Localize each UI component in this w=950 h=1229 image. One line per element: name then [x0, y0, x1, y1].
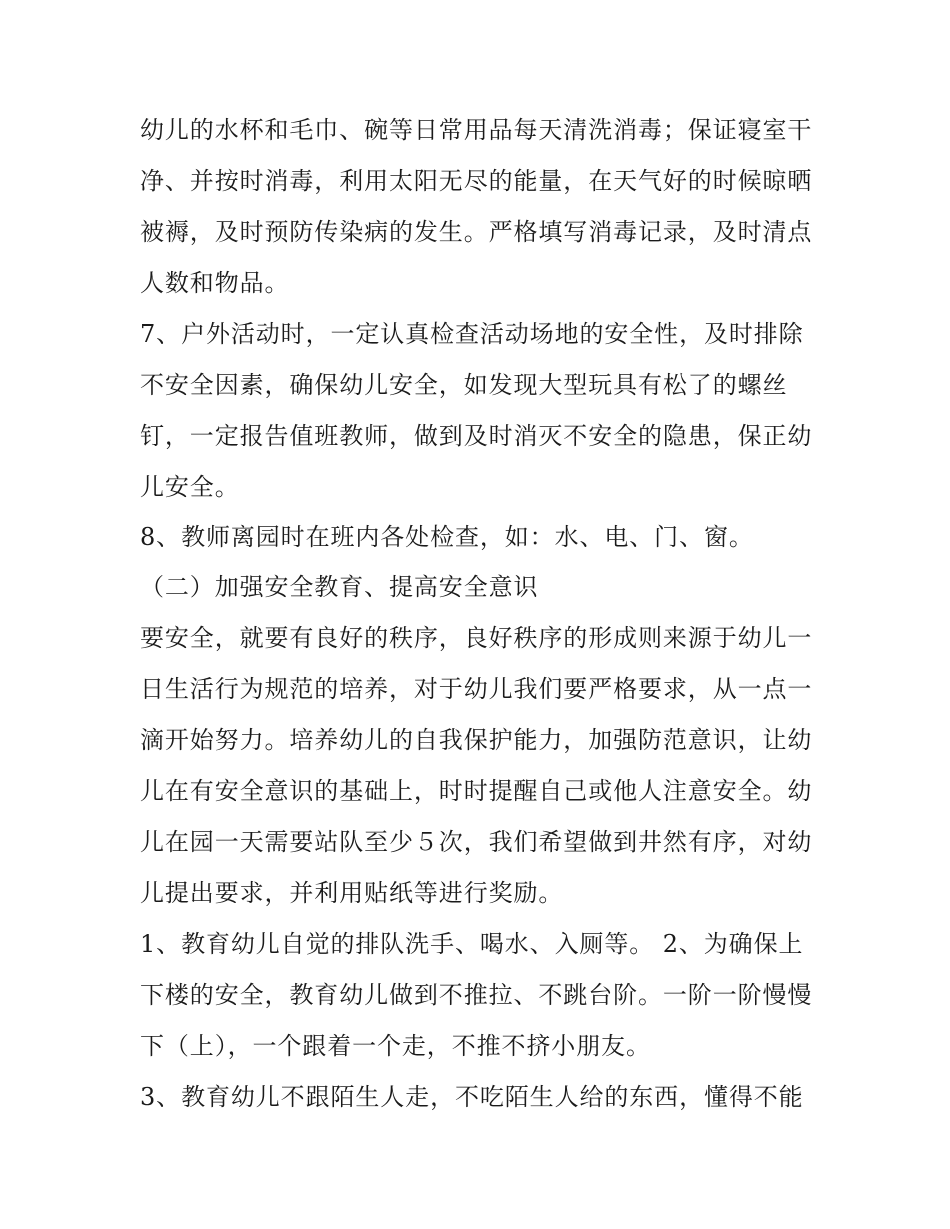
text-line: 净、并按时消毒，利用太阳无尽的能量，在天气好的时候晾晒 [140, 167, 813, 195]
section-heading: （二）加强安全教育、提高安全意识 [140, 573, 539, 601]
text-line: 1、教育幼儿自觉的排队洗手、喝水、入厕等。 2、为确保上 [140, 930, 804, 958]
text-line: 下（上），一个跟着一个走，不推不挤小朋友。 [140, 1032, 651, 1060]
text-line: 儿提出要求，并利用贴纸等进行奖励。 [140, 879, 564, 907]
text-line: 儿在有安全意识的基础上，时时提醒自己或他人注意安全。幼 [140, 777, 813, 805]
text-line: 幼儿的水杯和毛巾、碗等日常用品每天清洗消毒；保证寝室干 [140, 116, 813, 144]
text-line: 日生活行为规范的培养，对于幼儿我们要严格要求，从一点一 [140, 675, 813, 703]
text-line: 8、教师离园时在班内各处检查，如：水、电、门、窗。 [140, 523, 754, 551]
text-line: 7、户外活动时，一定认真检查活动场地的安全性，及时排除 [140, 320, 804, 348]
text-line: 不安全因素，确保幼儿安全，如发现大型玩具有松了的螺丝 [140, 371, 788, 399]
text-line: 儿安全。 [140, 473, 240, 501]
text-line: 被褥，及时预防传染病的发生。严格填写消毒记录，及时清点 [140, 218, 813, 246]
text-line: 滴开始努力。培养幼儿的自我保护能力，加强防范意识，让幼 [140, 726, 813, 754]
text-line: 下楼的安全，教育幼儿做到不推拉、不跳台阶。一阶一阶慢慢 [140, 981, 813, 1009]
text-line: 钉，一定报告值班教师，做到及时消灭不安全的隐患，保正幼 [140, 422, 813, 450]
text-line: 要安全，就要有良好的秩序，良好秩序的形成则来源于幼儿一 [140, 624, 813, 652]
text-line: 儿在园一天需要站队至少５次，我们希望做到井然有序，对幼 [140, 828, 813, 856]
text-line: 3、教育幼儿不跟陌生人走，不吃陌生人给的东西，懂得不能 [140, 1083, 804, 1111]
text-line: 人数和物品。 [140, 269, 290, 297]
